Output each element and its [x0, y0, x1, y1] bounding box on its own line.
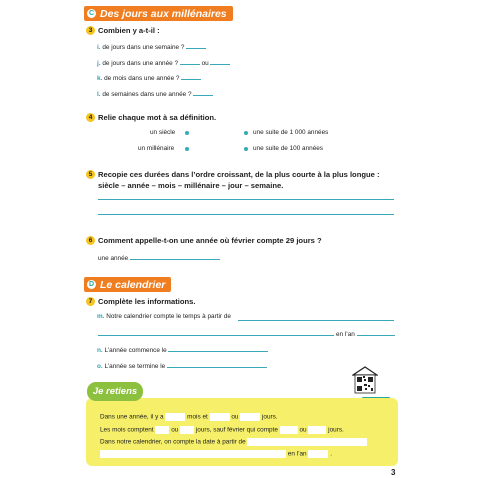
list-item: i. de jours dans une semaine ? [97, 42, 206, 51]
list-item: j. de jours dans une année ? ou [97, 58, 230, 67]
list-item: m. Notre calendrier compte le temps à partir de [97, 313, 231, 320]
exercise-question: Comment appelle-t-on une année où février compte 29 jours ? [98, 236, 322, 245]
section-title: Le calendrier [100, 278, 166, 291]
definition-right: une suite de 1 000 années [253, 129, 329, 136]
answer-blank[interactable] [186, 42, 206, 49]
duration-list: siècle – année – mois – millénaire – jour – semaine. [98, 181, 284, 190]
exercise-number: 4 [86, 113, 95, 122]
answer-blank[interactable] [193, 89, 213, 96]
link-dot[interactable] [185, 131, 189, 135]
answer-box[interactable] [155, 426, 169, 434]
retiens-line: Les mois comptent ou jours, sauf février qui compte ou jours. [100, 426, 344, 434]
list-item: l. de semaines dans une année ? [97, 89, 213, 98]
qr-house-icon [352, 366, 378, 394]
word-left: un millénaire [138, 145, 175, 152]
exercise-question: Relie chaque mot à sa définition. [98, 113, 217, 122]
section-c-header [84, 6, 233, 21]
link-dot[interactable] [244, 131, 248, 135]
answer-box[interactable] [308, 450, 328, 458]
answer-box[interactable] [100, 450, 286, 458]
answer-prefix: une année [98, 253, 220, 262]
section-d-header [84, 277, 171, 292]
exercise-question: Combien y a-t-il : [98, 26, 160, 35]
answer-blank[interactable] [210, 58, 230, 65]
retiens-line: Dans notre calendrier, on compte la date à partir de [100, 438, 367, 446]
section-letter: C [88, 10, 95, 17]
exercise-question: Complète les informations. [98, 297, 196, 306]
answer-line[interactable] [98, 199, 394, 200]
exercise-number: 3 [86, 26, 95, 35]
link-dot[interactable] [244, 147, 248, 151]
answer-line[interactable] [98, 335, 334, 336]
qr-code[interactable] [352, 366, 378, 399]
exercise-number: 6 [86, 236, 95, 245]
answer-line[interactable] [98, 214, 394, 215]
answer-line[interactable] [238, 320, 394, 321]
answer-box[interactable] [210, 413, 230, 421]
answer-box[interactable] [247, 438, 367, 446]
exercise-number: 7 [86, 297, 95, 306]
answer-blank[interactable] [357, 329, 395, 336]
list-item: o. L’année se termine le [97, 361, 267, 370]
answer-box[interactable] [280, 426, 298, 434]
word-left: un siècle [150, 129, 176, 136]
section-letter: D [88, 281, 95, 288]
page-number: 3 [391, 468, 396, 477]
retiens-line: en l’an . [100, 450, 332, 458]
answer-blank[interactable] [181, 73, 201, 80]
link-dot[interactable] [185, 147, 189, 151]
answer-box[interactable] [240, 413, 260, 421]
answer-box[interactable] [165, 413, 185, 421]
definition-right: une suite de 100 années [253, 145, 324, 152]
section-title: Des jours aux millénaires [100, 7, 227, 20]
answer-blank[interactable] [130, 253, 220, 260]
exercise-question: Recopie ces durées dans l’ordre croissant, de la plus courte à la plus longue : [98, 170, 380, 179]
je-retiens-label: Je retiens [87, 382, 143, 401]
list-item: k. de mois dans une année ? [97, 73, 201, 82]
list-item: en l’an [336, 329, 395, 338]
list-item: n. L’année commence le [97, 345, 268, 354]
answer-box[interactable] [308, 426, 326, 434]
retiens-line: Dans une année, il y a mois et ou jours. [100, 413, 278, 421]
answer-blank[interactable] [180, 58, 200, 65]
exercise-number: 5 [86, 170, 95, 179]
answer-blank[interactable] [167, 361, 267, 368]
answer-box[interactable] [180, 426, 194, 434]
answer-blank[interactable] [168, 345, 268, 352]
